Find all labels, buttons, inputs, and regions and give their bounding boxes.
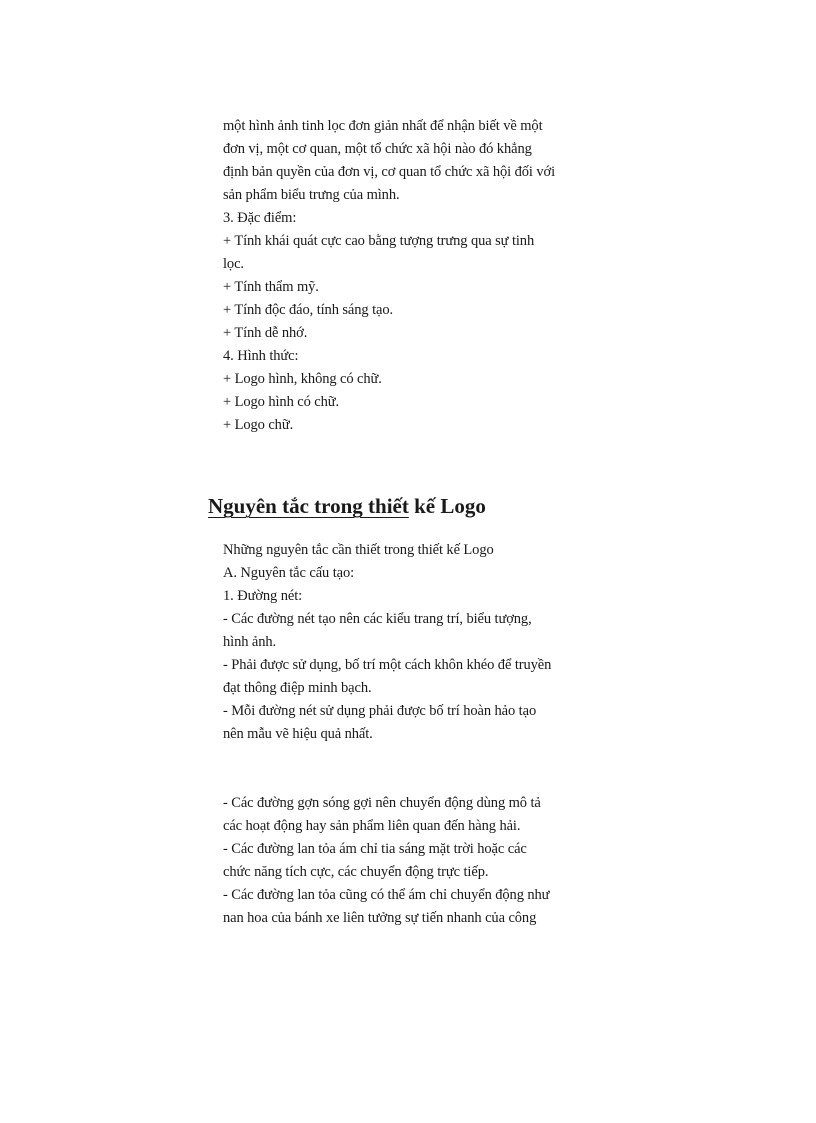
list-item: + Tính dễ nhớ. (223, 325, 308, 341)
list-item: - Các đường lan tỏa cũng có thể ám chỉ chuyển động như (223, 887, 550, 903)
list-item: + Logo hình, không có chữ. (223, 371, 382, 387)
paragraph-line: đơn vị, một cơ quan, một tổ chức xã hội nào đó khẳng (223, 141, 532, 157)
paragraph-line: sản phẩm biểu trưng của mình. (223, 187, 400, 203)
heading-underlined-text: Nguyên tắc trong thiết (208, 494, 409, 518)
section-heading (208, 494, 486, 519)
heading-text: kế Logo (408, 494, 486, 518)
list-item: - Mỗi đường nét sử dụng phải được bố trí hoàn hảo tạo (223, 703, 537, 719)
paragraph-line: một hình ảnh tinh lọc đơn giản nhất để nhận biết về một (223, 118, 543, 134)
list-item: hình ảnh. (223, 634, 277, 650)
paragraph-line: định bản quyền của đơn vị, cơ quan tổ chức xã hội đối với (223, 164, 556, 180)
list-item: + Tính thẩm mỹ. (223, 279, 319, 295)
list-heading: 1. Đường nét: (223, 588, 303, 604)
list-item: nên mẫu vẽ hiệu quả nhất. (223, 726, 373, 742)
list-item: lọc. (223, 256, 244, 272)
list-item: + Tính khái quát cực cao bằng tượng trưng qua sự tinh (223, 233, 535, 249)
list-item: đạt thông điệp minh bạch. (223, 680, 372, 696)
list-item: chức năng tích cực, các chuyển động trực tiếp. (223, 864, 489, 880)
list-heading: A. Nguyên tắc cấu tạo: (223, 565, 355, 581)
list-item: + Tính độc đáo, tính sáng tạo. (223, 302, 394, 318)
list-item: + Logo hình có chữ. (223, 394, 340, 410)
paragraph-line: Những nguyên tắc cần thiết trong thiết kế Logo (223, 542, 494, 558)
list-item: - Các đường lan tỏa ám chỉ tia sáng mặt trời hoặc các (223, 841, 527, 857)
list-item: - Các đường gợn sóng gợi nên chuyển động dùng mô tả (223, 795, 541, 811)
list-item: - Phải được sử dụng, bố trí một cách khôn khéo để truyền (223, 657, 552, 673)
list-item: + Logo chữ. (223, 417, 294, 433)
list-item: nan hoa của bánh xe liên tưởng sự tiến nhanh của công (223, 910, 537, 926)
list-item: các hoạt động hay sản phẩm liên quan đến hàng hải. (223, 818, 521, 834)
list-heading: 4. Hình thức: (223, 348, 299, 364)
list-item: - Các đường nét tạo nên các kiểu trang trí, biểu tượng, (223, 611, 532, 627)
list-heading: 3. Đặc điểm: (223, 210, 297, 226)
